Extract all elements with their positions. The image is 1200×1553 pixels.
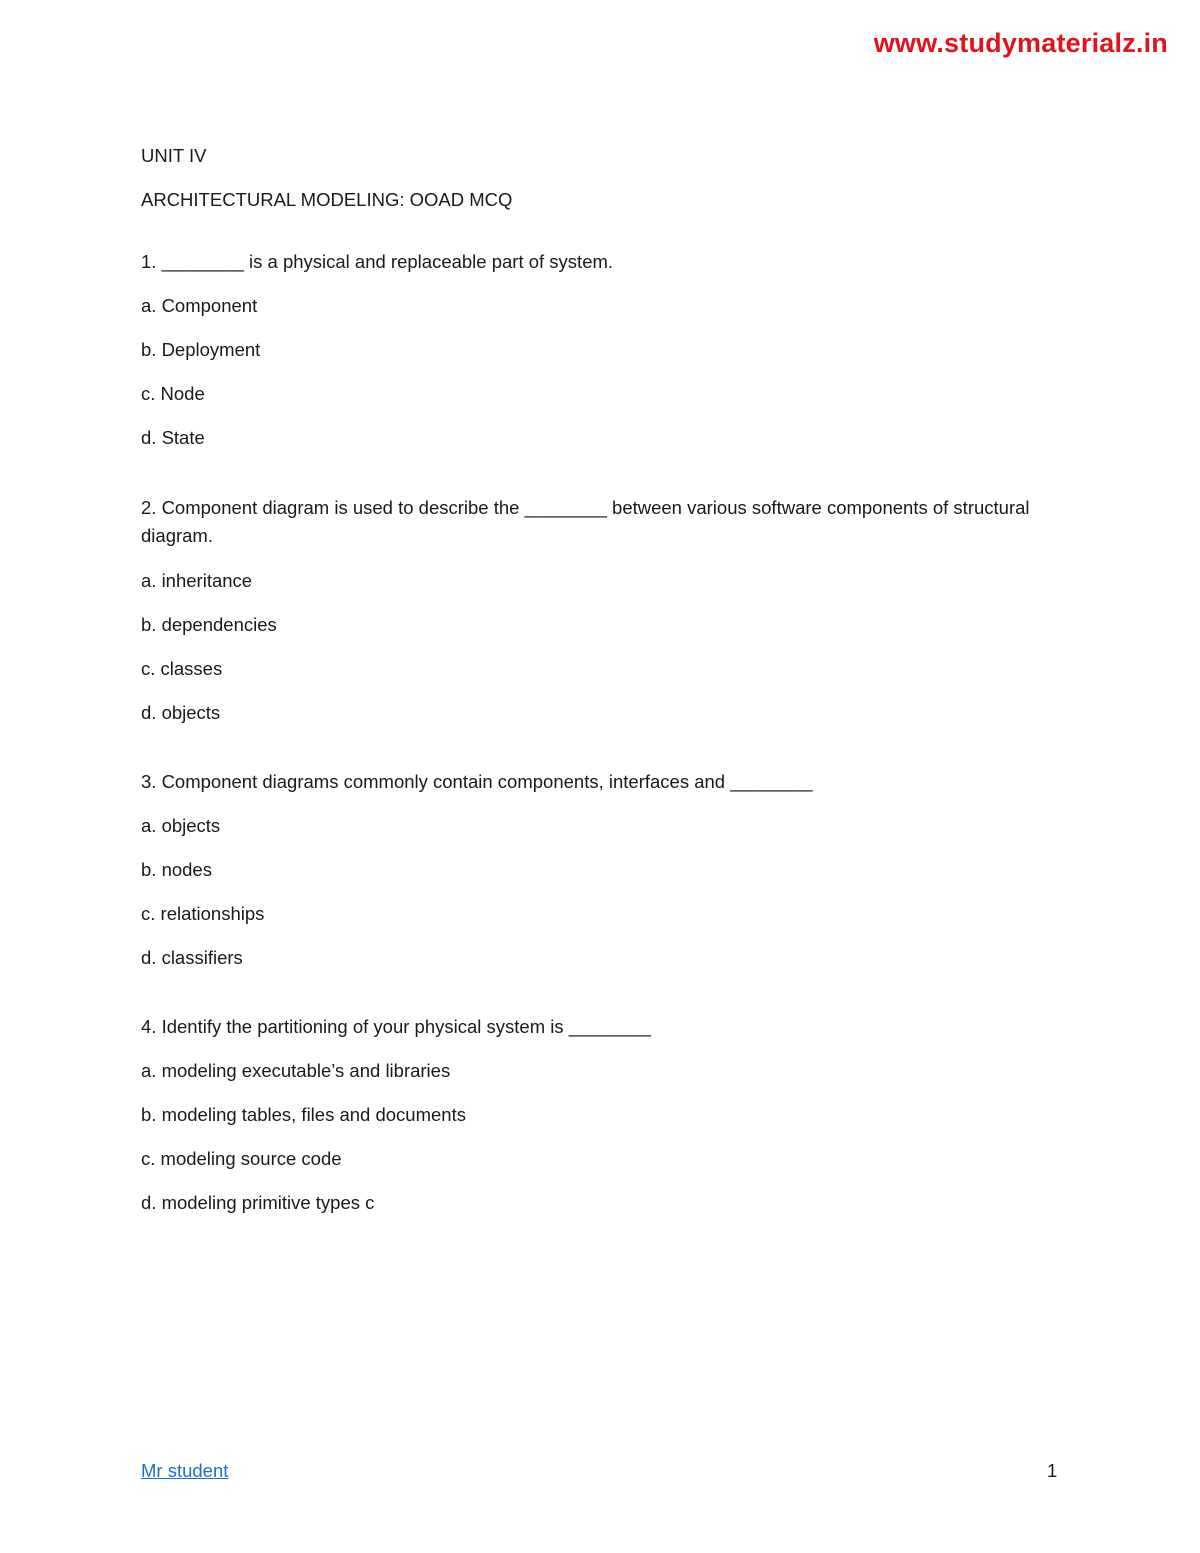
question-block-4 bbox=[141, 1014, 1041, 1215]
option-a: a. Component bbox=[141, 295, 258, 316]
option-a: a. modeling executable’s and libraries bbox=[141, 1060, 451, 1081]
option-d: d. objects bbox=[141, 702, 221, 723]
option-b: b. nodes bbox=[141, 859, 212, 880]
document-body bbox=[141, 143, 1041, 1259]
question-block-1 bbox=[141, 249, 1041, 450]
question-text: 3. Component diagrams commonly contain components, interfaces and ________ bbox=[141, 771, 813, 792]
document-title: ARCHITECTURAL MODELING: OOAD MCQ bbox=[141, 189, 513, 210]
page-number: 1 bbox=[1047, 1460, 1058, 1481]
option-b: b. modeling tables, files and documents bbox=[141, 1104, 466, 1125]
author-link[interactable]: Mr student bbox=[141, 1460, 229, 1481]
option-b: b. Deployment bbox=[141, 339, 261, 360]
unit-heading: UNIT IV bbox=[141, 145, 207, 166]
option-c: c. modeling source code bbox=[141, 1148, 342, 1169]
option-b: b. dependencies bbox=[141, 614, 277, 635]
option-c: c. classes bbox=[141, 658, 223, 679]
option-c: c. relationships bbox=[141, 903, 265, 924]
question-block-2 bbox=[141, 494, 1041, 725]
option-d: d. State bbox=[141, 427, 205, 448]
question-block-3 bbox=[141, 769, 1041, 970]
option-d: d. modeling primitive types c bbox=[141, 1192, 375, 1213]
option-d: d. classifiers bbox=[141, 947, 243, 968]
option-a: a. inheritance bbox=[141, 570, 253, 591]
option-c: c. Node bbox=[141, 383, 205, 404]
site-watermark: www.studymaterialz.in bbox=[873, 28, 1168, 58]
question-text: 2. Component diagram is used to describe the ________ between various software components of structural diagram. bbox=[141, 497, 1030, 546]
question-text: 4. Identify the partitioning of your physical system is ________ bbox=[141, 1016, 652, 1037]
option-a: a. objects bbox=[141, 815, 221, 836]
question-text: 1. ________ is a physical and replaceable part of system. bbox=[141, 251, 614, 272]
